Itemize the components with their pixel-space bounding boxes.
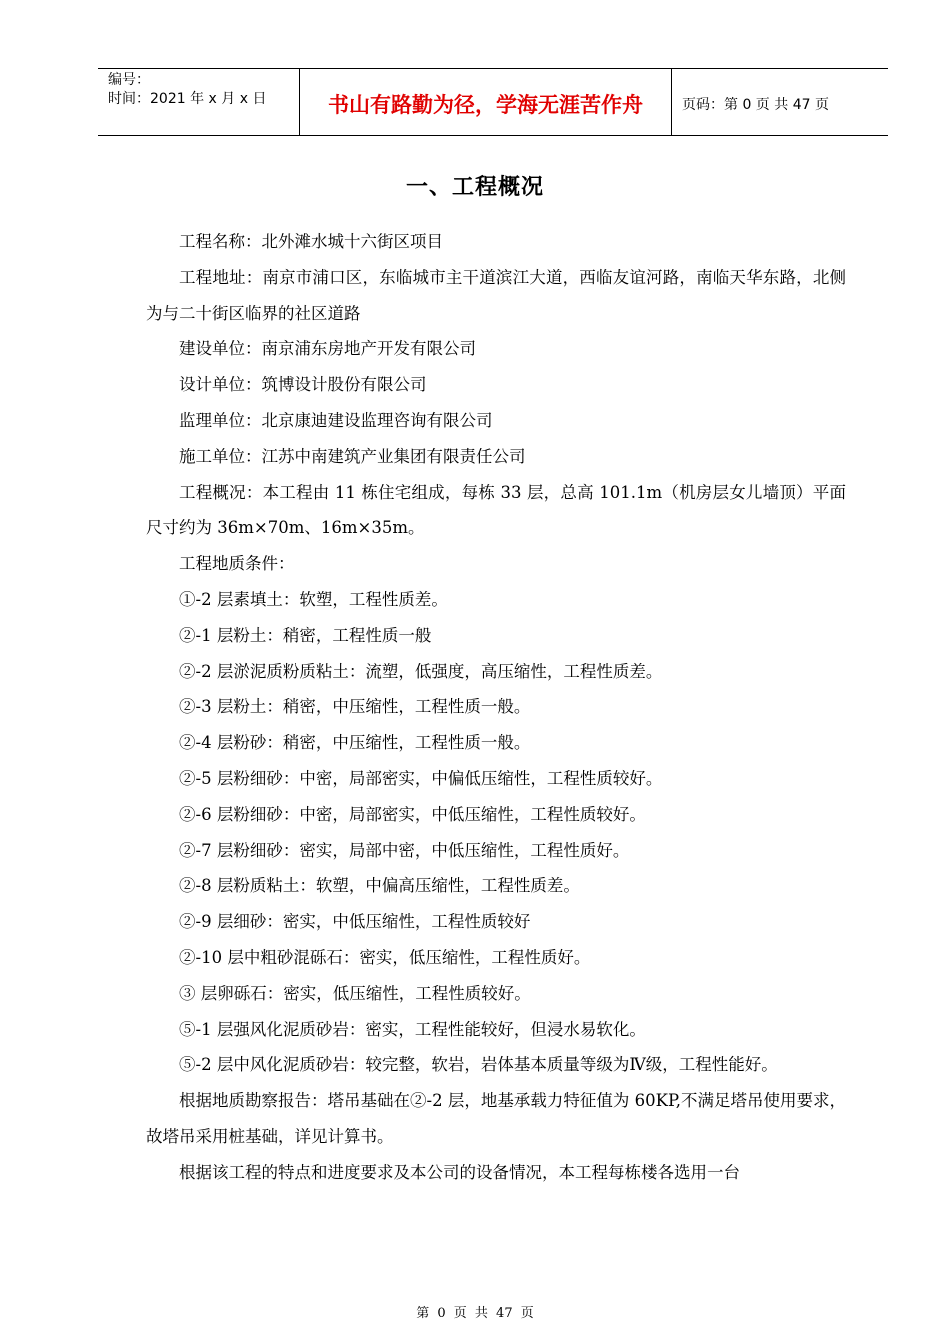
paragraph: 工程地址：南京市浦口区，东临城市主干道滨江大道，西临友谊河路，南临天华东路，北侧为与二十街区临界的社区道路 [146, 267, 846, 323]
paragraph: ⑤-2 层中风化泥质砂岩：较完整，软岩，岩体基本质量等级为Ⅳ级，工程性能好。 [179, 1055, 778, 1075]
paragraph: ②-3 层粉土：稍密，中压缩性，工程性质一般。 [179, 697, 531, 717]
paragraph: 监理单位：北京康迪建设监理咨询有限公司 [179, 410, 493, 430]
paragraph: ⑤-1 层强风化泥质砂岩：密实，工程性能较好，但浸水易软化。 [179, 1019, 646, 1039]
paragraph: ②-4 层粉砂：稍密，中压缩性，工程性质一般。 [179, 733, 531, 753]
paragraph: ②-1 层粉土：稍密，工程性质一般 [179, 625, 432, 645]
page-footer: 第 0 页 共 47 页 [416, 1306, 534, 1321]
paragraph: 建设单位：南京浦东房地产开发有限公司 [179, 339, 476, 359]
paragraph: ②-10 层中粗砂混砾石：密实，低压缩性，工程性质好。 [179, 947, 591, 967]
header-page-info: 页码：第 0 页 共 47 页 [682, 97, 829, 113]
paragraph: 设计单位：筑博设计股份有限公司 [179, 375, 427, 395]
paragraph: ②-5 层粉细砂：中密，局部密实，中偏低压缩性，工程性质较好。 [179, 768, 663, 788]
header-motto: 书山有路勤为径，学海无涯苦作舟 [300, 69, 672, 135]
paragraph: 根据该工程的特点和进度要求及本公司的设备情况，本工程每栋楼各选用一台 [179, 1162, 740, 1182]
time-label: 时间：2021 年 x 月 x 日 [108, 91, 267, 107]
paragraph: ③ 层卵砾石：密实，低压缩性，工程性质较好。 [179, 983, 531, 1003]
paragraph: 工程地质条件： [179, 554, 295, 574]
paragraph: 根据地质勘察报告：塔吊基础在②-2 层，地基承载力特征值为 60KP,不满足塔吊使用要求，故塔吊采用桩基础，详见计算书。 [146, 1091, 846, 1146]
document-body [146, 224, 846, 1191]
paragraph: ②-2 层淤泥质粉质粘土：流塑，低强度，高压缩性，工程性质差。 [179, 661, 663, 681]
paragraph: ②-6 层粉细砂：中密，局部密实，中低压缩性，工程性质较好。 [179, 804, 646, 824]
paragraph: ②-8 层粉质粘土：软塑，中偏高压缩性，工程性质差。 [179, 876, 580, 896]
serial-label: 编号： [108, 72, 150, 88]
paragraph: 工程名称：北外滩水城十六街区项目 [179, 232, 443, 251]
paragraph: ②-7 层粉细砂：密实，局部中密，中低压缩性，工程性质好。 [179, 840, 630, 860]
section-title: 一、工程概况 [405, 175, 544, 200]
paragraph: ②-9 层细砂：密实，中低压缩性，工程性质较好 [179, 912, 531, 932]
paragraph: 施工单位：江苏中南建筑产业集团有限责任公司 [179, 446, 526, 466]
paragraph: 工程概况：本工程由 11 栋住宅组成，每栋 33 层，总高 101.1m（机房层女儿墙顶）平面尺寸约为 36m×70m、16m×35m。 [146, 482, 846, 538]
header-meta [98, 69, 300, 135]
paragraph: ①-2 层素填土：软塑，工程性质差。 [179, 589, 448, 609]
page-header [98, 68, 888, 136]
